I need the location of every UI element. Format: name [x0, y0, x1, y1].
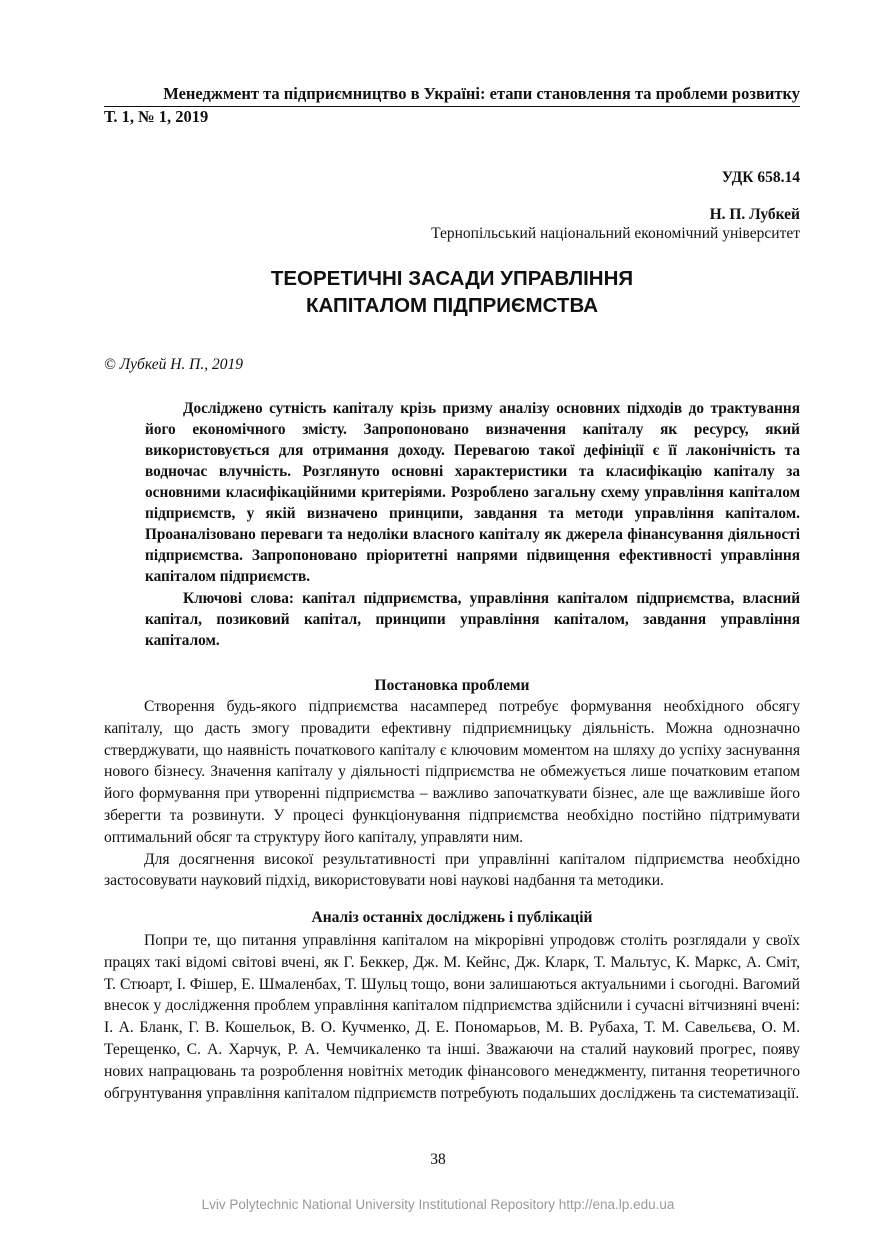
- author-name: Н. П. Лубкей: [709, 206, 800, 223]
- keywords-label: Ключові слова:: [183, 590, 294, 607]
- abstract-text: Досліджено сутність капіталу крізь призму аналізу основних підходів до трактування його економічного змісту. Запропоновано визначення капіталу як ресурсу, який використовується для отримання доходу. Перевагою такої дефініції є її лаконічність та водночас влучність. Розглянуто основні характеристики та класифікацію капіталу за основними класифікаційними критеріями. Розроблено загальну схему управління капіталом підприємств, у якій визначено принципи, завдання та методи управління капіталом. Проаналізовано переваги та недоліки власного капіталу як джерела фінансування діяльності підприємства. Запропоновано пріоритетні напрями підвищення ефективності управління капіталом підприємств.: [145, 400, 800, 585]
- copyright-notice: © Лубкей Н. П., 2019: [104, 356, 243, 373]
- section-heading-problem: Постановка проблеми: [374, 677, 530, 694]
- paragraph: Попри те, що питання управління капіталом на мікрорівні упродовж століть розглядали у своїх працях такі відомі світові вчені, як Г. Беккер, Дж. М. Кейнс, Дж. Кларк, Т. Мальтус, К. Маркс, А. Сміт, Т. Стюарт, І. Фішер, Е. Шмаленбах, Т. Шульц тощо, вони залишаються актуальними і сьогодні. Вагомий внесок у дослідження проблем управління капіталом підприємства здійснили і сучасні вітчизняні вчені: І. А. Бланк, Г. В. Кошельок, В. О. Кучменко, Д. Е. Пономарьов, М. В. Рубаха, Т. М. Савельєва, О. М. Терещенко, С. А. Харчук, Р. А. Чемчикаленко та інші. Зважаючи на сталий науковий прогрес, появу нових напрацювань та розроблення новітніх методик фінансового менеджменту, питання теоретичного обгрунтування управління капіталом підприємств потребують подальших досліджень та систематизації.: [104, 932, 800, 1102]
- paper-title-line-2: КАПІТАЛОМ ПІДПРИЄМСТВА: [305, 294, 599, 317]
- keywords-list: капітал підприємства, управління капіталом підприємства, власний капітал, позиковий капітал, принципи управління капіталом, завдання управління капіталом.: [145, 590, 801, 649]
- page-number: 38: [430, 1151, 446, 1168]
- repository-footer: Lviv Polytechnic National University Institutional Repository http://ena.lp.edu.ua: [201, 1197, 675, 1212]
- section-heading-literature: Аналіз останніх досліджень і публікацій: [311, 909, 593, 926]
- journal-issue: Т. 1, № 1, 2019: [104, 107, 209, 126]
- journal-title: Менеджмент та підприємництво в Україні: етапи становлення та проблеми розвитку: [104, 84, 800, 107]
- section-body-literature: [104, 930, 800, 1104]
- keywords: [145, 588, 800, 651]
- paragraph: Для досягнення високої результативності при управлінні капіталом підприємства необхідно застосовувати науковий підхід, використовувати нові наукові надбання та методики.: [104, 850, 800, 890]
- section-body-problem: [104, 696, 800, 892]
- paper-title-line-1: ТЕОРЕТИЧНІ ЗАСАДИ УПРАВЛІННЯ: [270, 267, 634, 290]
- abstract: [145, 398, 800, 651]
- author-affiliation: Тернопільський національний економічний університет: [431, 225, 800, 242]
- udk-code: УДК 658.14: [721, 169, 800, 186]
- paragraph: Створення будь-якого підприємства насамперед потребує формування необхідного обсягу капіталу, що дасть змогу провадити ефективну підприємницьку діяльність. Можна однозначно стверджувати, що наявність початкового капіталу є ключовим моментом на шляху до успіху заснування нового бізнесу. Значення капіталу у діяльності підприємства не обмежується лише початковим етапом його формування при утворенні підприємства – важливо започаткувати бізнес, але ще важливіше його зберегти та розвинути. У процесі функціонування підприємства необхідно постійно підтримувати оптимальний обсяг та структуру його капіталу, управляти ним.: [104, 698, 800, 846]
- paper-title: [104, 265, 800, 319]
